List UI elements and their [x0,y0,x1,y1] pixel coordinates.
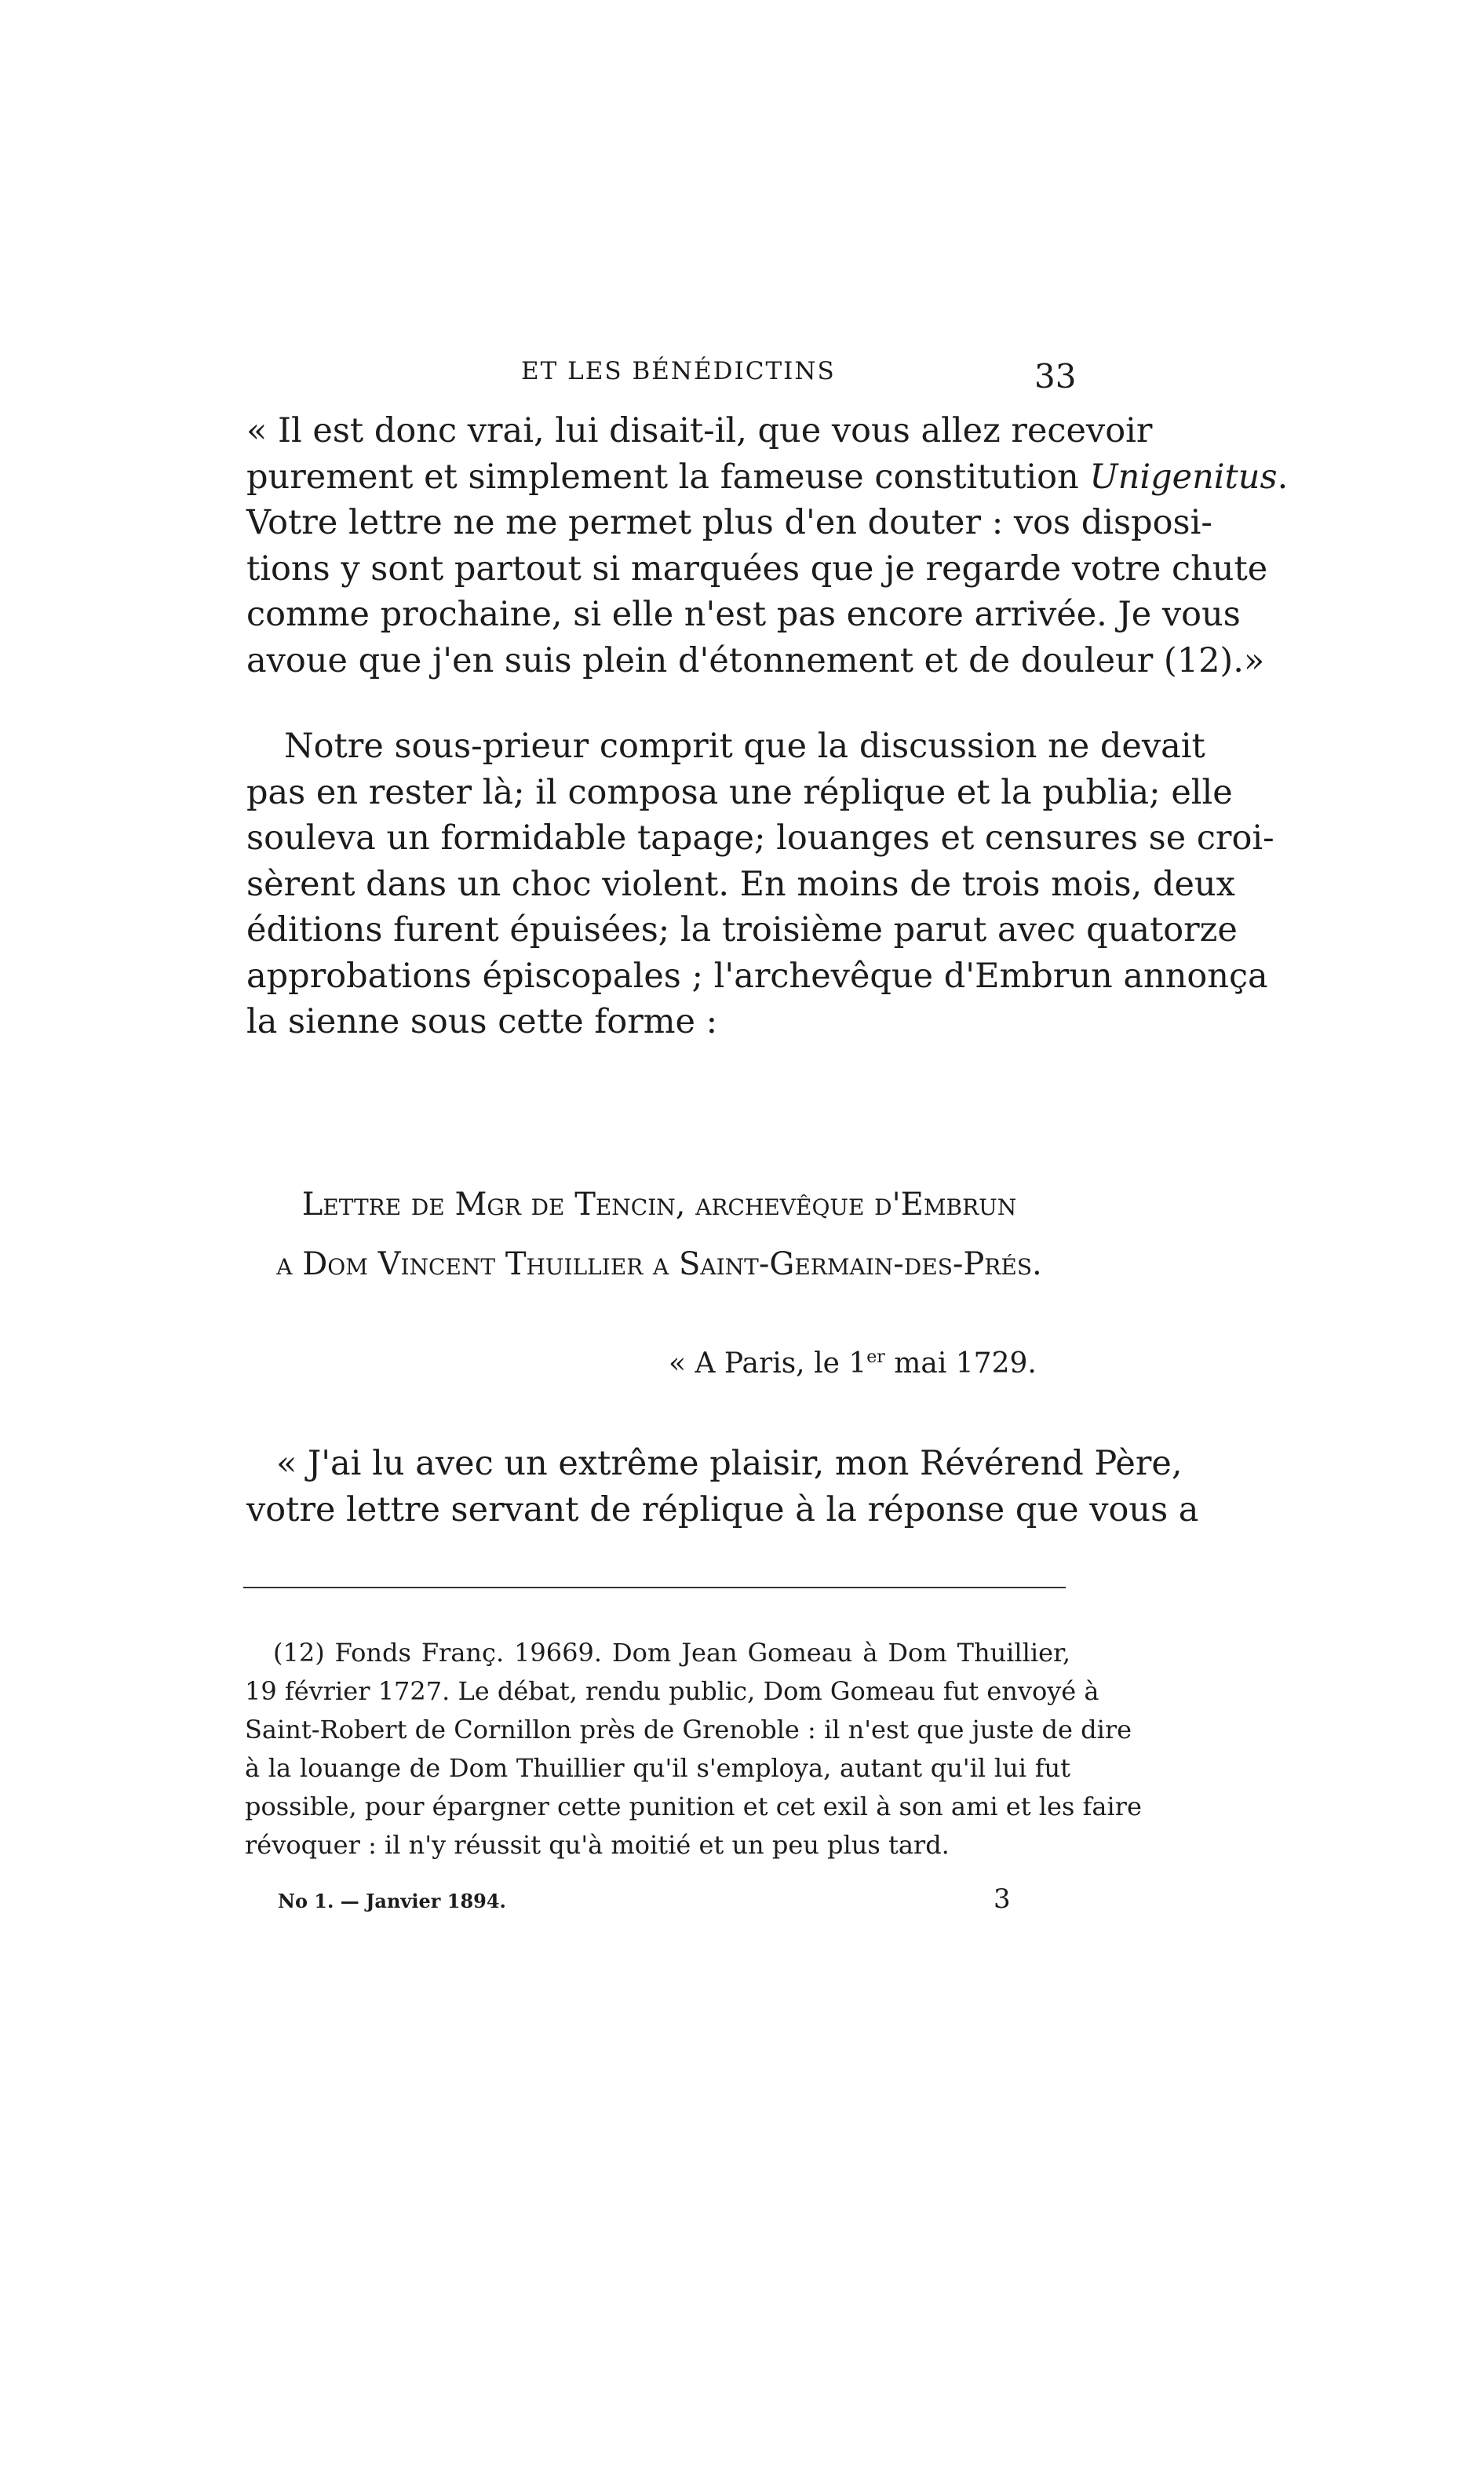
text-line: comme prochaine, si elle n'est pas encore arrivée. Je vous [246,595,1241,634]
issue-footer: No 1. — Janvier 1894. [278,1890,506,1912]
footnote-line: révoquer : il n'y réussit qu'à moitié et un peu plus tard. [245,1830,950,1860]
text-line: éditions furent épuisées; la troisième parut avec quatorze [246,910,1238,950]
text-line: tions y sont partout si marquées que je regarde votre chute [246,549,1268,589]
text-line: votre lettre servant de réplique à la réponse que vous a [246,1489,1199,1529]
text-line: pas en rester là; il composa une réplique et la publia; elle [246,772,1233,812]
letter-date [669,1347,1037,1380]
text-line: souleva un formidable tapage; louanges et censures se croi- [246,818,1274,858]
footnote-line: Saint-Robert de Cornillon près de Grenoble : il n'est que juste de dire [245,1715,1132,1744]
footnote-line: 19 février 1727. Le débat, rendu public, Dom Gomeau fut envoyé à [245,1676,1099,1706]
text-line: purement et simplement la fameuse constitution Unigenitus. [246,457,1289,497]
paragraph-quote-gomeau [246,408,1289,684]
text-line: sèrent dans un choc violent. En moins de trois mois, deux [246,864,1235,904]
date-text: « A Paris, le 1 [669,1347,867,1380]
footnote-line: (12) Fonds Franç. 19669. Dom Jean Gomeau à Dom Thuillier, [273,1638,1070,1668]
text-line: la sienne sous cette forme : [246,1002,718,1041]
text-line: « J'ai lu avec un extrême plaisir, mon Révérend Père, [276,1444,1183,1483]
footnote-separator [243,1587,1066,1588]
running-header: ET LES BÉNÉDICTINS [521,357,836,385]
footnote-line: à la louange de Dom Thuillier qu'il s'employa, autant qu'il lui fut [245,1753,1070,1783]
footnote-line: possible, pour épargner cette punition et cet exil à son ami et les faire [245,1792,1142,1821]
paragraph-letter-body [246,1441,1199,1533]
letter-heading-line: Lettre de Mgr de Tencin, archevêque d'Embrun [301,1187,1017,1223]
text-line: Notre sous-prieur comprit que la discussion ne devait [284,727,1205,766]
letter-heading [235,1175,1083,1294]
paragraph-narrative [246,724,1274,1045]
date-text: mai 1729. [884,1347,1037,1380]
footnote [245,1634,1142,1865]
text-line: approbations épiscopales ; l'archevêque d'Embrun annonça [246,956,1268,996]
italic-title: Unigenitus [1089,457,1278,497]
sheet-signature: 3 [994,1883,1011,1915]
page-number: 33 [1034,357,1077,396]
text-line: Votre lettre ne me permet plus d'en douter : vos disposi- [246,503,1212,542]
text-line: « Il est donc vrai, lui disait-il, que vous allez recevoir [246,411,1153,450]
text-line: avoue que j'en suis plein d'étonnement et de douleur (12).» [246,640,1265,680]
date-superscript: er [866,1347,885,1367]
letter-heading-line: a Dom Vincent Thuillier a Saint-Germain-des-Prés. [276,1246,1042,1282]
